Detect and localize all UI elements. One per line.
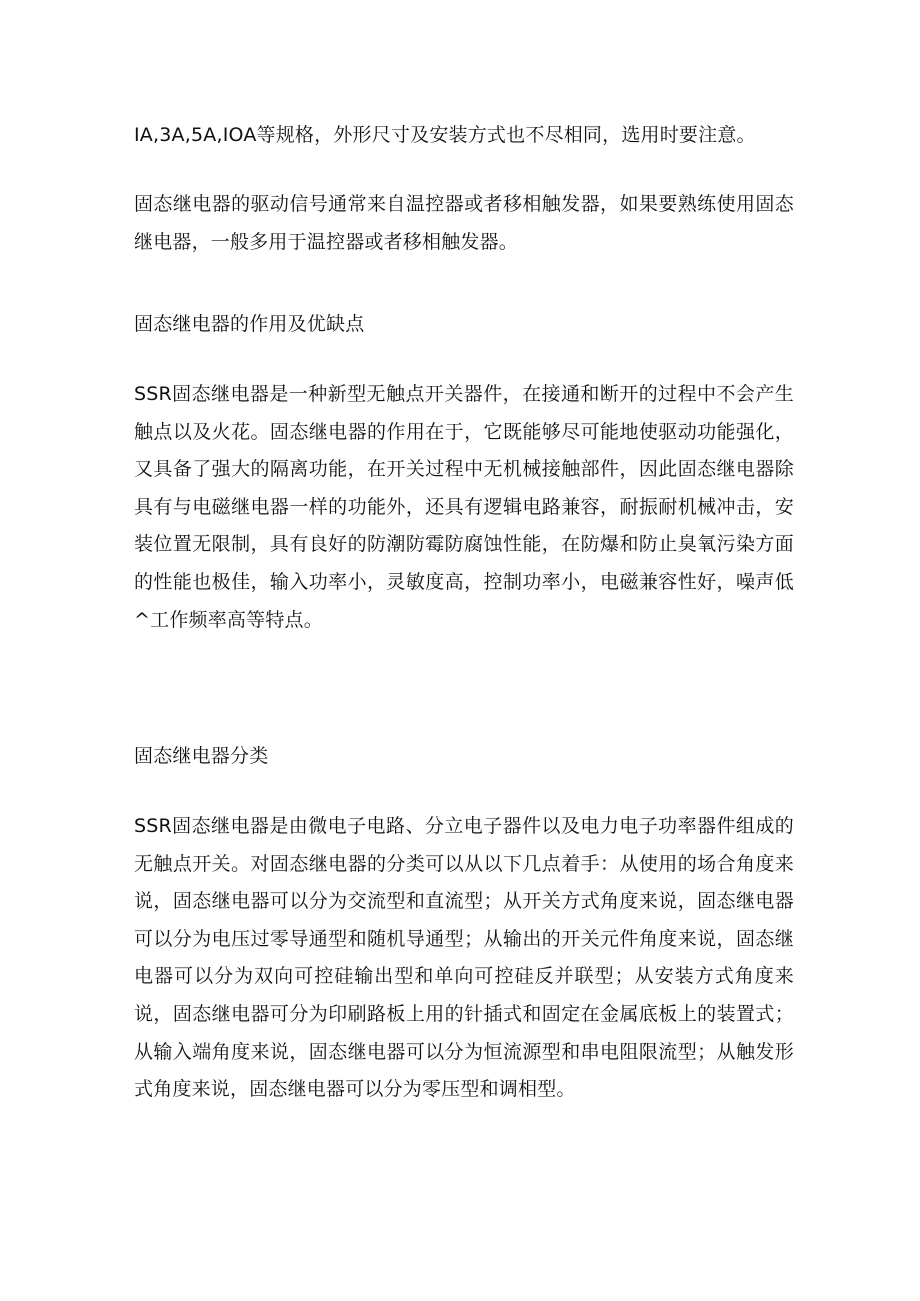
paragraph-ssr-function: SSR固态继电器是一种新型无触点开关器件，在接通和断开的过程中不会产生触点以及火花。固态继电器的作用在于，它既能够尽可能地使驱动功能强化，又具备了强大的隔离功能，在开关过程中无机械接触部件，因此固态继电器除具有与电磁继电器一样的功能外，还具有逻辑电路兼容，耐振耐机械冲击，安装位置无限制，具有良好的防潮防霉防腐蚀性能，在防爆和防止臭氧污染方面的性能也极佳，输入功率小，灵敏度高，控制功率小，电磁兼容性好，噪声低^工作频率高等特点。 — [134, 383, 794, 631]
heading-function-pros-cons: 固态继电器的作用及优缺点 — [134, 313, 365, 335]
paragraph-drive-signal: 固态继电器的驱动信号通常来自温控器或者移相触发器，如果要熟练使用固态继电器，一般多用于温控器或者移相触发器。 — [134, 193, 794, 253]
paragraph-ssr-classification: SSR固态继电器是由微电子电路、分立电子器件以及电力电子功率器件组成的无触点开关。对固态继电器的分类可以从以下几点着手：从使用的场合角度来说，固态继电器可以分为交流型和直流型；从开关方式角度来说，固态继电器可以分为电压过零导通型和随机导通型；从输出的开关元件角度来说，固态继电器可以分为双向可控硅输出型和单向可控硅反并联型；从安装方式角度来说，固态继电器可分为印刷路板上用的针插式和固定在金属底板上的装置式；从输入端角度来说，固态继电器可以分为恒流源型和串电阻限流型；从触发形式角度来说，固态继电器可以分为零压型和调相型。 — [134, 815, 794, 1101]
paragraph-specifications: IA,3A,5A,IOA等规格，外形尺寸及安装方式也不尽相同，选用时要注意。 — [134, 124, 756, 146]
heading-classification: 固态继电器分类 — [134, 745, 269, 767]
